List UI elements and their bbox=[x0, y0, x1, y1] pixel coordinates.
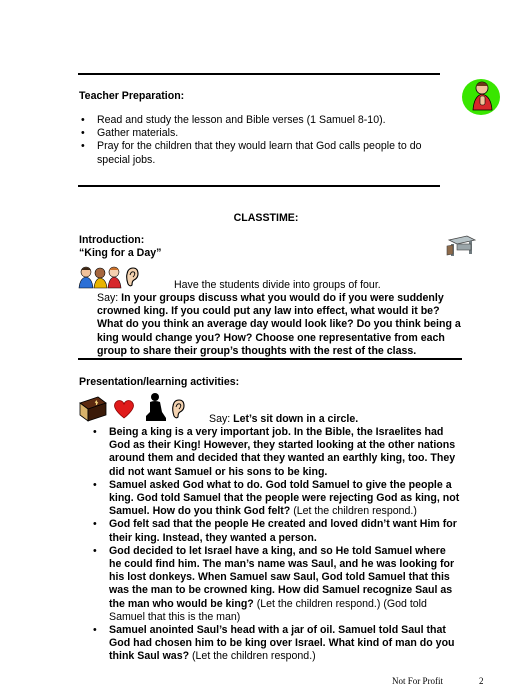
list-item: • Samuel asked God what to do. God told Samuel to give the people a king. God told Samuel that the people were rejecting God as king, not Samuel. How do you think God felt? (Let the children respond.) bbox=[91, 479, 461, 519]
presentation-heading: Presentation/learning activities: bbox=[79, 376, 240, 388]
ear-icon bbox=[170, 398, 186, 420]
list-item: • Being a king is a very important job. In the Bible, the Israelites had God as their King! However, they started looking at the other nations around them and decided that they wanted an earthly king, too. They did not want Samuel or his sons to be king. bbox=[91, 426, 461, 479]
ear-icon bbox=[124, 266, 140, 288]
footer-text: Not For Profit bbox=[392, 676, 444, 686]
heart-icon bbox=[112, 398, 136, 420]
classtime-heading: CLASSTIME: bbox=[233, 212, 299, 224]
prep-bottom-rule bbox=[78, 185, 440, 187]
intro-bottom-rule bbox=[78, 358, 462, 360]
list-item: • Pray for the children that they would learn that God calls people to do special jobs. bbox=[79, 140, 439, 166]
list-item: • God felt sad that the people He created and loved didn’t want Him for their king. Instead, they wanted a person. bbox=[91, 518, 461, 544]
introduction-say-block bbox=[97, 292, 462, 358]
say-text: In your groups discuss what you would do if you were suddenly crowned king. If you could put any law into effect, what would it be? What do you think an average day would look like? Do you think being a king would change you? How? Choose one representative from each group to share their group’s thoughts with the rest of the class. bbox=[97, 292, 461, 357]
introduction-instruction: Have the students divide into groups of four. bbox=[174, 279, 381, 291]
say-text: Let’s sit down in a circle. bbox=[233, 413, 359, 425]
list-item: • Samuel anointed Saul’s head with a jar of oil. Samuel told Saul that God had chosen him to be king over Israel. What kind of man do you think Saul was? (Let the children respond.) bbox=[91, 624, 461, 664]
introduction-heading: Introduction: bbox=[79, 234, 145, 246]
list-item: • Read and study the lesson and Bible verses (1 Samuel 8-10). bbox=[79, 114, 439, 127]
page-number: 2 bbox=[479, 676, 484, 686]
introduction-title: “King for a Day” bbox=[79, 247, 162, 259]
teacher-prep-heading: Teacher Preparation: bbox=[79, 90, 185, 102]
children-group-icon bbox=[78, 265, 122, 289]
top-rule bbox=[78, 73, 440, 75]
say-label: Say: bbox=[209, 413, 231, 425]
school-desk-icon bbox=[445, 232, 479, 260]
presentation-say bbox=[209, 413, 358, 425]
praying-child-icon bbox=[460, 76, 502, 116]
list-item: • Gather materials. bbox=[79, 127, 439, 140]
kneeling-person-icon bbox=[142, 392, 168, 422]
say-label: Say: bbox=[97, 292, 119, 304]
list-item: • God decided to let Israel have a king, and so He told Samuel where he could find him. The man’s name was Saul, and he was looking for his lost donkeys. When Samuel saw Saul, God told Samuel that this was the man to be crowned king. How did Samuel recognize Saul as the man who would be king? (Let the children respond.) (God told Samuel that this is the man) bbox=[91, 545, 461, 624]
teacher-prep-list bbox=[79, 114, 439, 167]
presentation-list bbox=[91, 426, 461, 664]
bible-icon bbox=[78, 395, 108, 423]
